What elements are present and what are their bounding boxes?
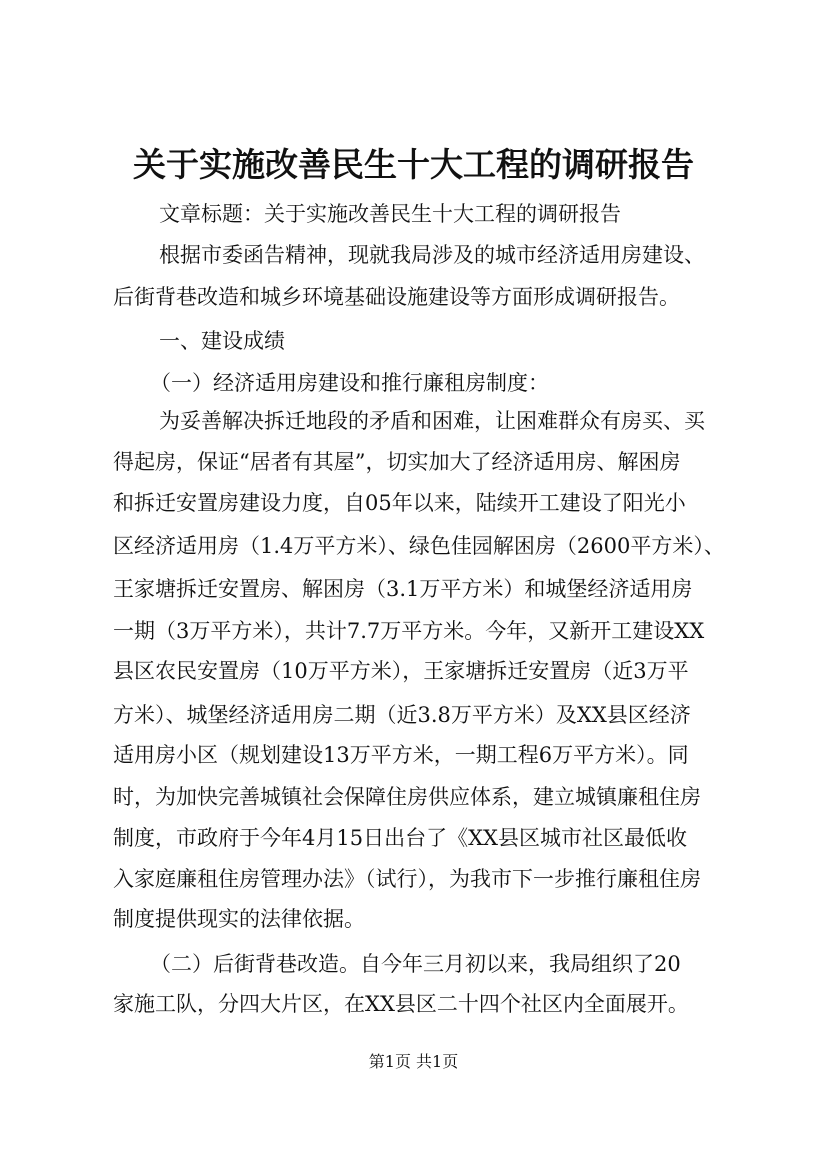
paragraph-line: 制度提供现实的法律依据。 [113, 907, 365, 931]
subsection-heading: （一）经济适用房建设和推行廉租房制度： [150, 371, 549, 395]
document-title: 关于实施改善民生十大工程的调研报告 [133, 145, 694, 184]
paragraph-line: 适用房小区（规划建设13万平方米，一期工程6万平方米）。同 [113, 743, 689, 767]
paragraph-line: 时，为加快完善城镇社会保障住房供应体系，建立城镇廉租住房 [113, 785, 701, 809]
paragraph-line: 区经济适用房（1.4万平方米）、绿色佳园解困房（2600平方米）、 [113, 534, 725, 558]
paragraph-line: 县区农民安置房（10万平方米），王家塘拆迁安置房（近3万平 [113, 659, 689, 683]
paragraph-line: 得起房，保证“居者有其屋”，切实加大了经济适用房、解困房 [113, 450, 681, 474]
paragraph-line: （二）后街背巷改造。自今年三月初以来，我局组织了20 [150, 952, 681, 976]
paragraph-line: 一期（3万平方米），共计7.7万平方米。今年，又新开工建设XX [113, 619, 705, 643]
page-footer: 第1页 共1页 [368, 1052, 459, 1071]
paragraph-line: 制度，市政府于今年4月15日出台了《XX县区城市社区最低收 [113, 826, 687, 850]
paragraph-line: 入家庭廉租住房管理办法》（试行），为我市下一步推行廉租住房 [113, 867, 701, 891]
paragraph-line: 和拆迁安置房建设力度，自05年以来，陆续开工建设了阳光小 [113, 491, 686, 515]
paragraph-line: 为妥善解决拆迁地段的矛盾和困难，让困难群众有房买、买 [159, 409, 705, 433]
paragraph-line: 根据市委函告精神，现就我局涉及的城市经济适用房建设、 [159, 243, 705, 267]
paragraph-line: 家施工队，分四大片区，在XX县区二十四个社区内全面展开。 [113, 992, 689, 1016]
section-heading: 一、建设成绩 [159, 329, 285, 353]
paragraph-line: 王家塘拆迁安置房、解困房（3.1万平方米）和城堡经济适用房 [113, 577, 693, 601]
paragraph-line: 后街背巷改造和城乡环境基础设施建设等方面形成调研报告。 [113, 285, 680, 309]
paragraph-line: 方米）、城堡经济适用房二期（近3.8万平方米）及XX县区经济 [113, 703, 691, 727]
article-title-line: 文章标题：关于实施改善民生十大工程的调研报告 [159, 202, 621, 226]
